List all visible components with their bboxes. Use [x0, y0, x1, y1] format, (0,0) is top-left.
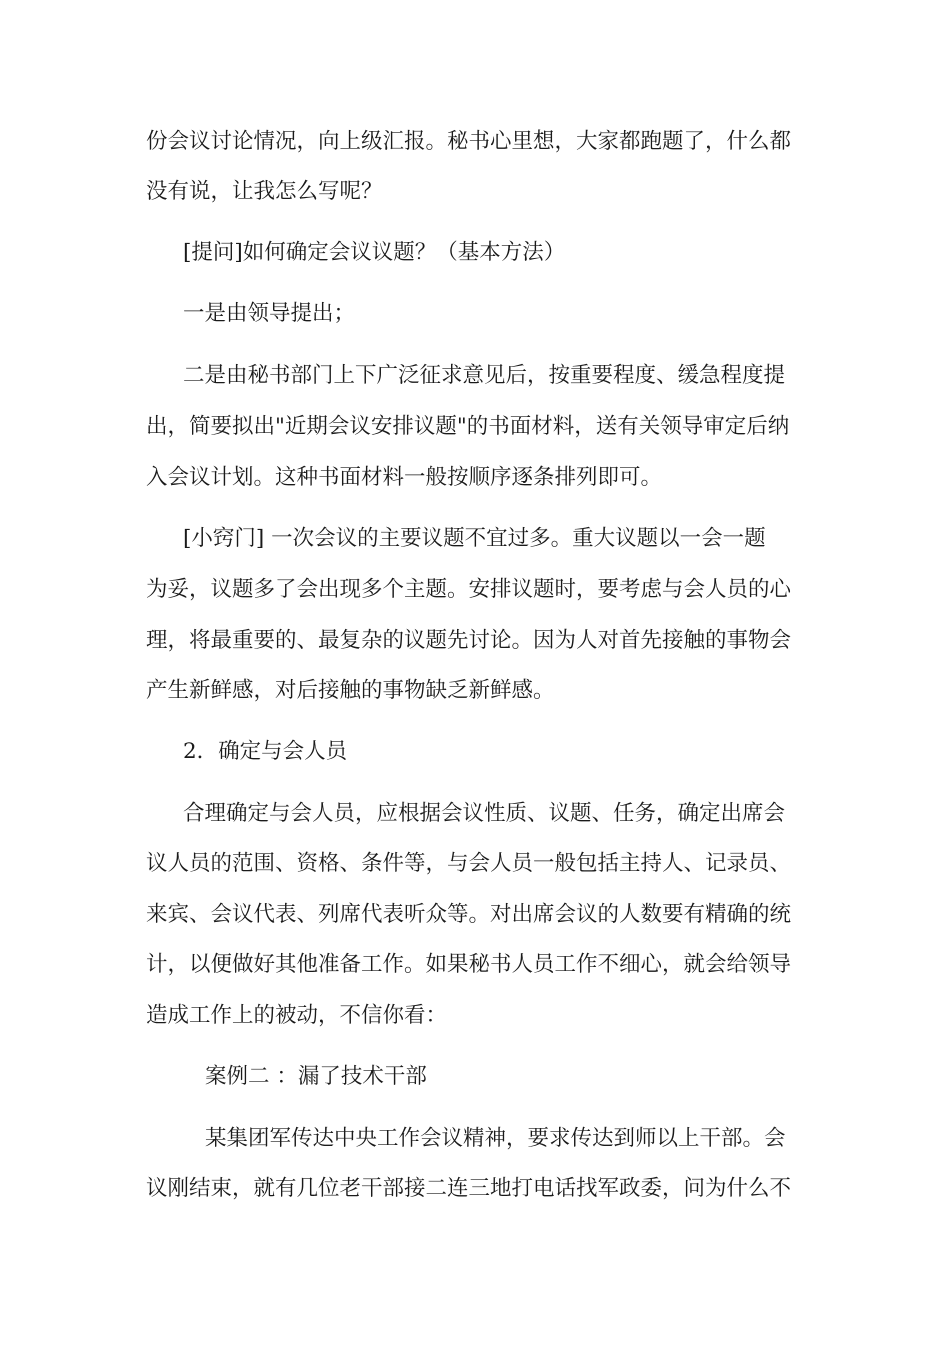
text-line: 议人员的范围、资格、条件等，与会人员一般包括主持人、记录员、: [146, 851, 792, 876]
text-line: 为妥，议题多了会出现多个主题。安排议题时，要考虑与会人员的心: [146, 577, 792, 602]
text-line: 入会议计划。这种书面材料一般按顺序逐条排列即可。: [146, 465, 663, 490]
text-line: 一是由领导提出；: [183, 301, 356, 326]
text-line: 计，以便做好其他准备工作。如果秘书人员工作不细心，就会给领导: [146, 952, 792, 977]
section-heading: 2．确定与会人员: [183, 739, 348, 764]
text-line: 出，简要拟出"近期会议安排议题"的书面材料，送有关领导审定后纳: [146, 414, 790, 439]
tip-heading: [小窍门] 一次会议的主要议题不宜过多。重大议题以一会一题: [183, 526, 766, 551]
text-line: 造成工作上的被动，不信你看：: [146, 1003, 448, 1028]
text-line: 二是由秘书部门上下广泛征求意见后，按重要程度、缓急程度提: [183, 363, 786, 388]
text-line: 份会议讨论情况，向上级汇报。秘书心里想，大家都跑题了，什么都: [146, 129, 792, 154]
text-line: 某集团军传达中央工作会议精神，要求传达到师以上干部。会: [205, 1126, 786, 1151]
text-line: 来宾、会议代表、列席代表听众等。对出席会议的人数要有精确的统: [146, 902, 792, 927]
text-line: 产生新鲜感，对后接触的事物缺乏新鲜感。: [146, 678, 555, 703]
text-line: 理，将最重要的、最复杂的议题先讨论。因为人对首先接触的事物会: [146, 628, 792, 653]
question-heading: [提问]如何确定会议议题？（基本方法）: [183, 240, 566, 265]
case-heading: 案例二 ：漏了技术干部: [205, 1064, 427, 1089]
text-line: 没有说，让我怎么写呢？: [146, 179, 383, 204]
text-line: 合理确定与会人员，应根据会议性质、议题、任务，确定出席会: [183, 801, 786, 826]
text-line: 议刚结束，就有几位老干部接二连三地打电话找军政委，问为什么不: [146, 1176, 792, 1201]
